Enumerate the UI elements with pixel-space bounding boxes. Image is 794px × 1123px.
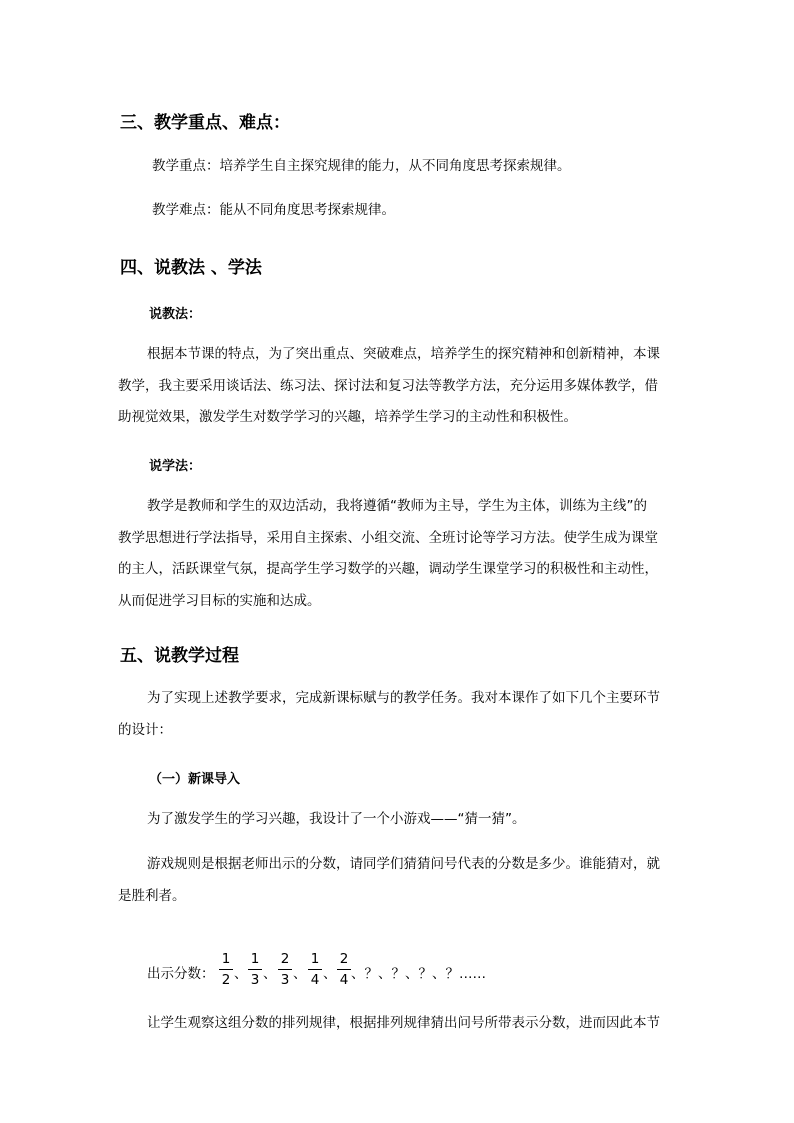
fraction-bar [308,969,322,970]
part1-title: （一）新课导入 [149,772,241,787]
fraction [278,951,292,989]
section-heading-4: 四、说教法 、学法 [120,258,262,278]
fraction [219,951,233,989]
paragraph-line: 的主人，活跃课堂气氛，提高学生学习数学的兴趣，调动学生课堂学习的积极性和主动性， [118,561,658,577]
learning-method-title: 说学法： [149,459,202,474]
teaching-method-title: 说教法： [149,307,202,322]
paragraph-line: 的设计： [118,722,172,738]
fraction-bar [219,969,233,970]
fraction-numerator: 2 [339,951,349,967]
fraction-numerator: 1 [250,951,260,967]
fraction-denominator: 4 [339,972,349,988]
fraction-sequence [147,951,527,991]
fraction-denominator: 3 [250,972,260,988]
separator: 、 [234,966,248,982]
paragraph-line: 为了激发学生的学习兴趣，我设计了一个小游戏——“猜一猜”。 [147,811,526,827]
paragraph-line: 教学思想进行学法指导，采用自主探索、小组交流、全班讨论等学习方法。使学生成为课堂 [118,530,658,546]
section-heading-3: 三、教学重点、难点： [120,113,290,133]
fraction [308,951,322,989]
difficult-point-text: 教学难点：能从不同角度思考探索规律。 [152,202,395,218]
paragraph-line: 教学是教师和学生的双边活动，我将遵循“教师为主导，学生为主体，训练为主线”的 [147,498,647,514]
paragraph-line: 为了实现上述教学要求，完成新课标赋与的教学任务。我对本课作了如下几个主要环节 [147,690,660,706]
fraction-denominator: 3 [280,972,290,988]
key-point-text: 教学重点：培养学生自主探究规律的能力，从不同角度思考探索规律。 [152,158,571,174]
fraction-numerator: 2 [280,951,290,967]
separator: 、 [323,966,337,982]
separator: 、 [293,966,307,982]
paragraph-line: 教学，我主要采用谈话法、练习法、探讨法和复习法等教学方法，充分运用多媒体教学，借 [118,378,658,394]
separator: 、 [263,966,277,982]
paragraph-line: 让学生观察这组分数的排列规律，根据排列规律猜出问号所带表示分数，进而因此本节 [147,1015,660,1031]
fraction [248,951,262,989]
fraction-denominator: 4 [310,972,320,988]
paragraph-line: 助视觉效果，激发学生对数学学习的兴趣，培养学生学习的主动性和积极性。 [118,409,577,425]
fraction-denominator: 2 [221,972,231,988]
paragraph-line: 根据本节课的特点，为了突出重点、突破难点，培养学生的探究精神和创新精神，本课 [147,346,660,362]
fraction-numerator: 1 [310,951,320,967]
show-fractions-label: 出示分数： [147,966,215,982]
fraction-bar [278,969,292,970]
fraction-bar [248,969,262,970]
paragraph-line: 游戏规则是根据老师出示的分数，请同学们猜猜问号代表的分数是多少。谁能猜对，就 [147,856,660,872]
section-heading-5: 五、说教学过程 [120,646,239,666]
fraction [337,951,351,989]
fraction-bar [337,969,351,970]
paragraph-line: 是胜利者。 [118,888,186,904]
paragraph-line: 从而促进学习目标的实施和达成。 [118,593,321,609]
fraction-numerator: 1 [221,951,231,967]
question-mark-tail: 、？、？、？、？…… [351,966,486,982]
